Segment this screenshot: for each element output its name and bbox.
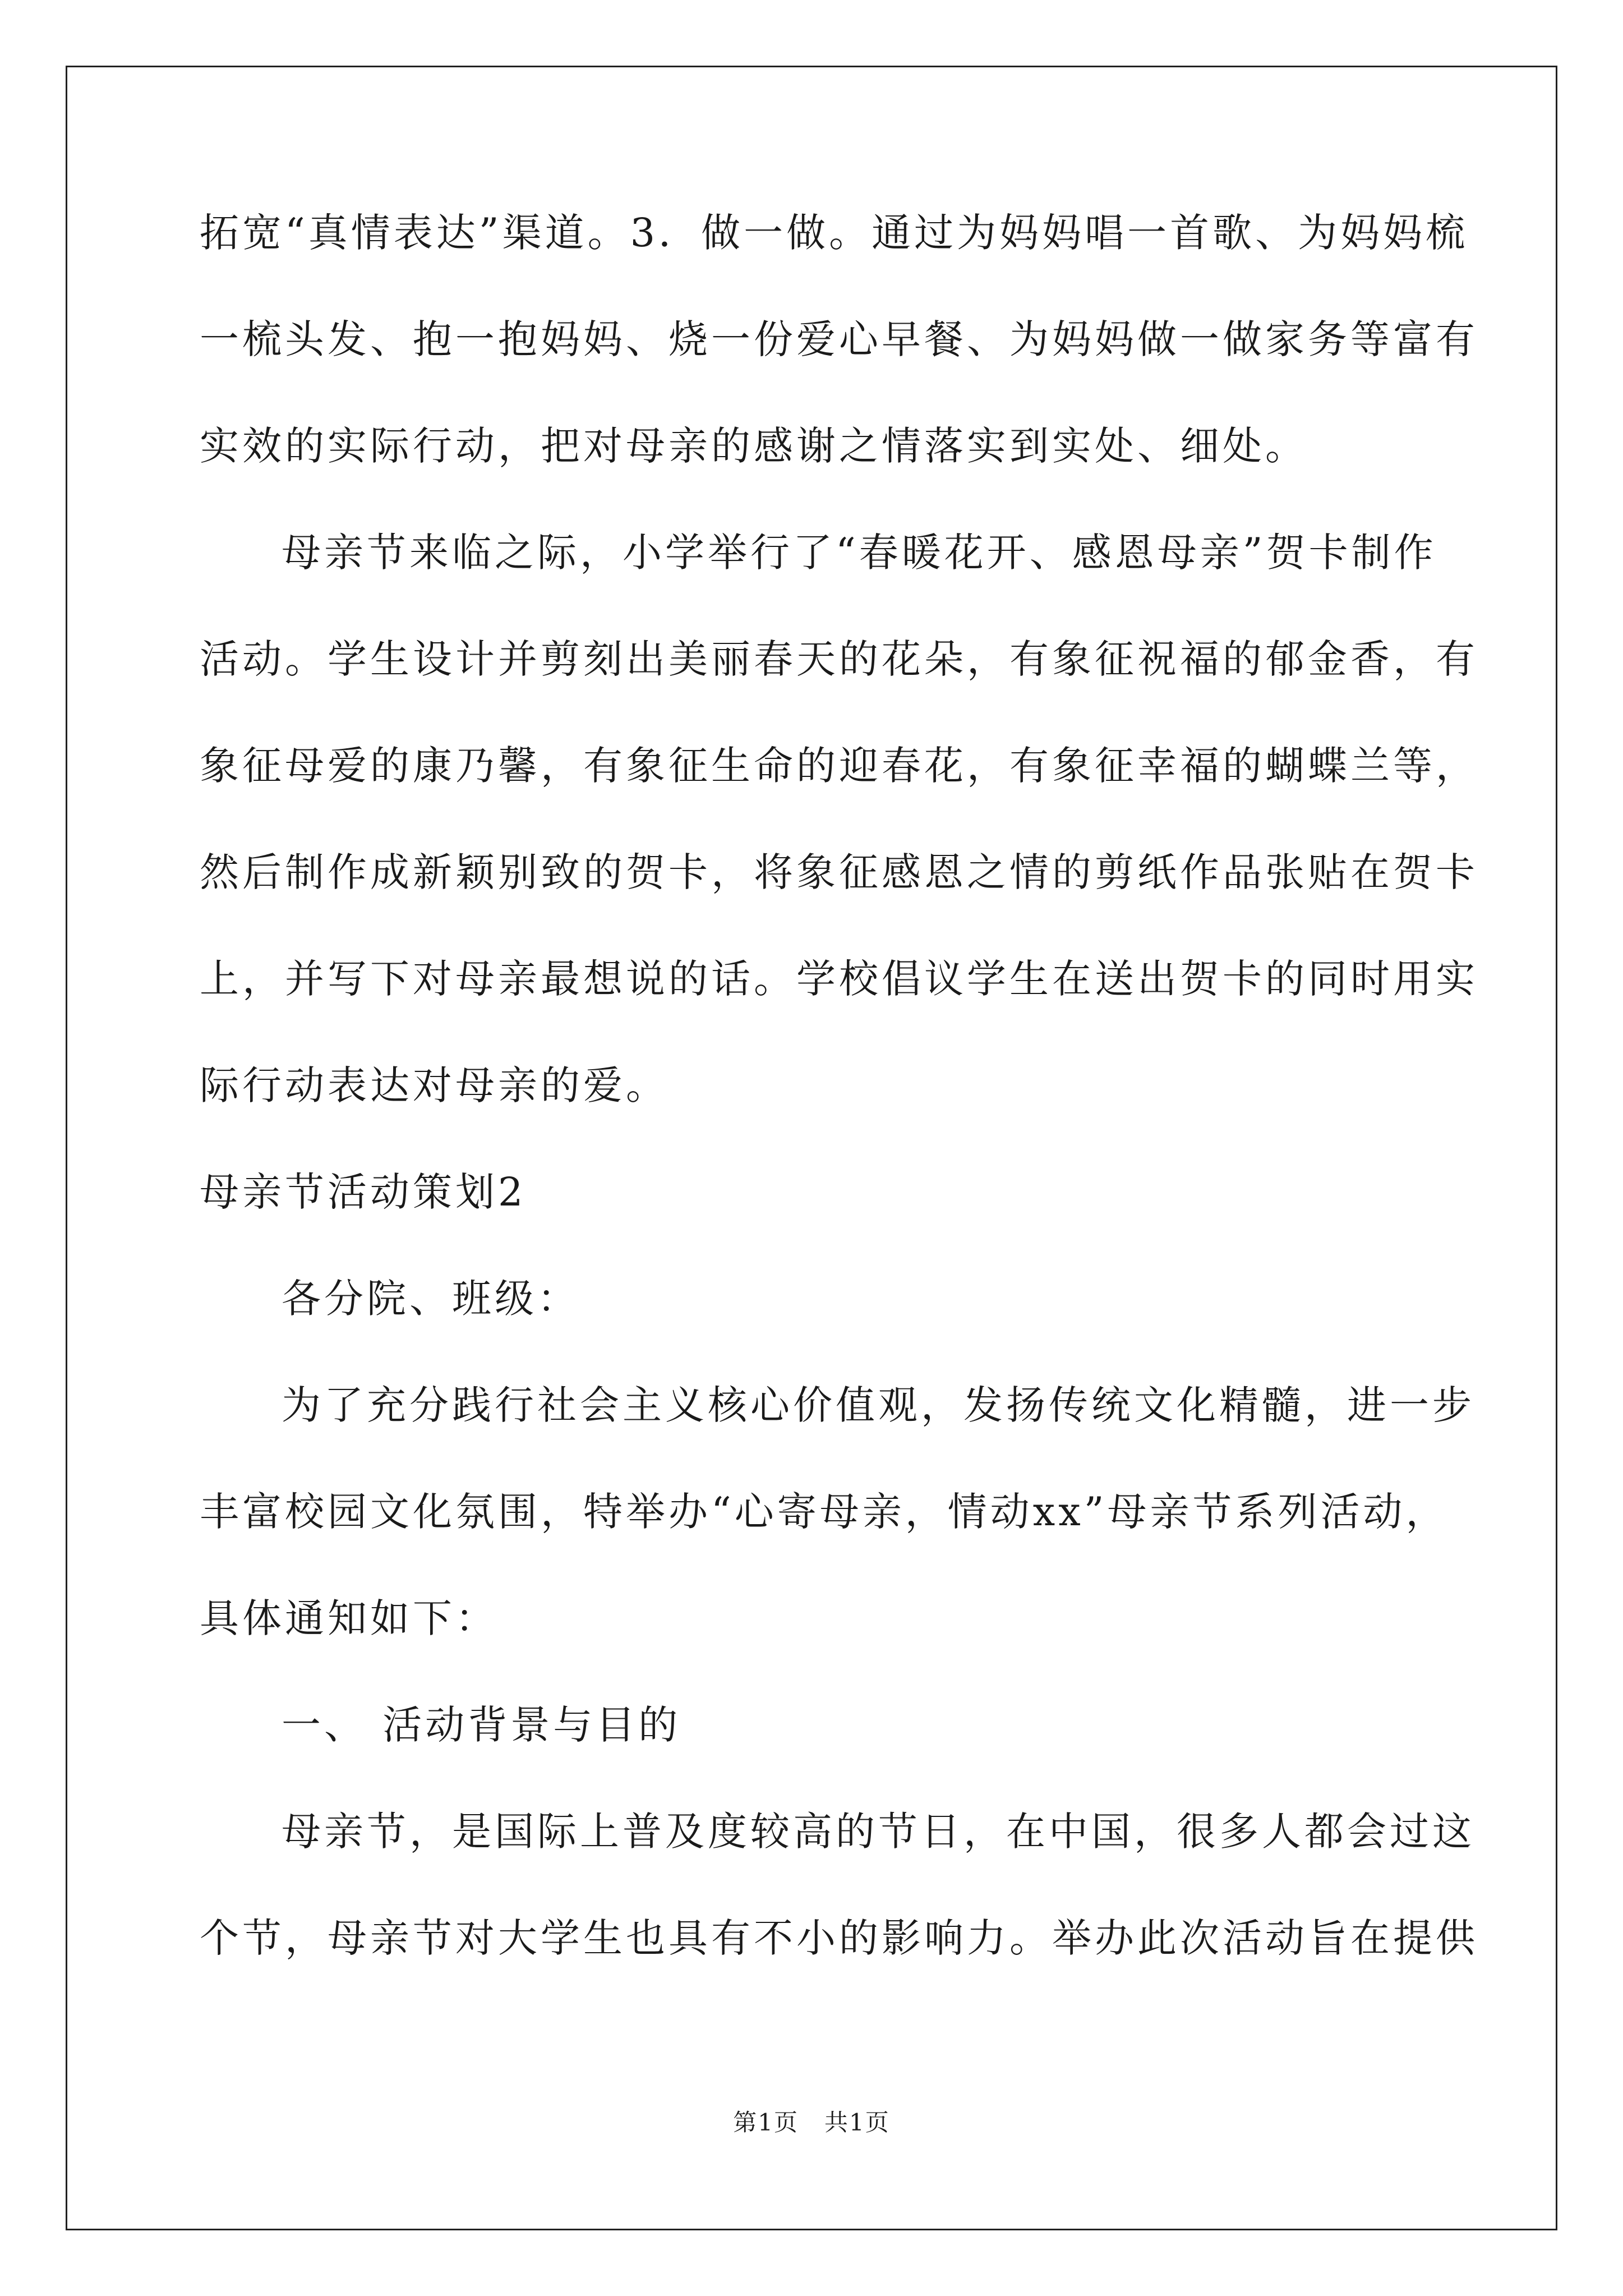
paragraph-line: 际行动表达对母亲的爱。 xyxy=(200,1062,668,1108)
salutation: 各分院、班级： xyxy=(282,1276,580,1322)
subsection-heading: 一、 活动背景与目的 xyxy=(282,1702,681,1748)
paragraph-line: 丰富校园文化氛围，特举办“心寄母亲，情动xx”母亲节系列活动， xyxy=(200,1489,1449,1535)
paragraph-line: 然后制作成新颖别致的贺卡，将象征感恩之情的剪纸作品张贴在贺卡 xyxy=(200,849,1478,895)
page-border xyxy=(66,66,1557,2230)
paragraph-line: 实效的实际行动，把对母亲的感谢之情落实到实处、细处。 xyxy=(200,423,1308,469)
page-number-footer: 第1页 共1页 xyxy=(733,2109,890,2136)
paragraph-line: 拓宽“真情表达”渠道。3．做一做。通过为妈妈唱一首歌、为妈妈梳 xyxy=(200,210,1469,256)
paragraph-line: 个节，母亲节对大学生也具有不小的影响力。举办此次活动旨在提供 xyxy=(200,1915,1478,1961)
paragraph-line: 活动。学生设计并剪刻出美丽春天的花朵，有象征祝福的郁金香，有 xyxy=(200,636,1478,682)
paragraph-line: 上，并写下对母亲最想说的话。学校倡议学生在送出贺卡的同时用实 xyxy=(200,956,1478,1002)
paragraph-line: 具体通知如下： xyxy=(200,1595,498,1641)
paragraph-line: 为了充分践行社会主义核心价值观，发扬传统文化精髓，进一步 xyxy=(282,1382,1475,1428)
section-heading: 母亲节活动策划2 xyxy=(200,1169,527,1215)
paragraph-line: 母亲节，是国际上普及度较高的节日，在中国，很多人都会过这 xyxy=(282,1809,1475,1855)
paragraph-line: 母亲节来临之际，小学举行了“春暖花开、感恩母亲”贺卡制作 xyxy=(282,530,1437,576)
paragraph-line: 象征母爱的康乃馨，有象征生命的迎春花，有象征幸福的蝴蝶兰等， xyxy=(200,743,1478,789)
paragraph-line: 一梳头发、抱一抱妈妈、烧一份爱心早餐、为妈妈做一做家务等富有 xyxy=(200,316,1478,362)
